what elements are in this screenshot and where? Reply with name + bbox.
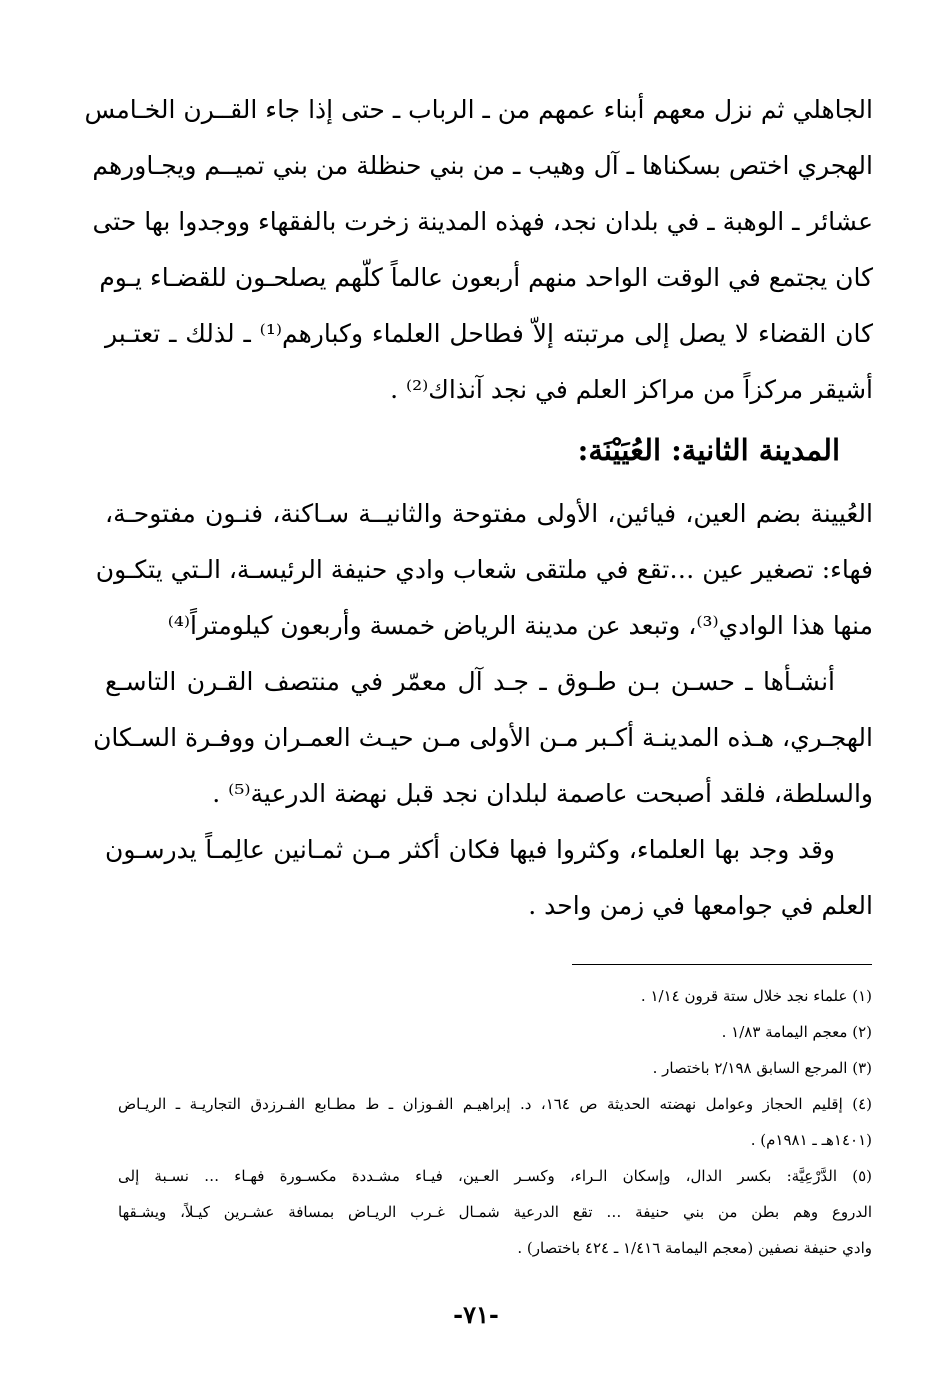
page-number: -٧١- bbox=[453, 1300, 499, 1329]
footnote-5-end: وادي حنيفة نصفين (معجم اليمامة ١/٤١٦ ـ ٤٢٤ باختصار) . bbox=[517, 1239, 872, 1257]
text-line: العُيينة بضم العين، فيائين، الأولى مفتوحة والثانيــة سـاكنة، فنـون مفتوحـة، bbox=[105, 499, 873, 528]
text-line: الهجري اختص بسكناها ـ آل وهيب ـ من بني حنظلة من بني تميــم ويجـاورهم bbox=[92, 151, 873, 180]
footnotes bbox=[118, 978, 872, 1266]
text-line: كان القضاء لا يصل إلى مرتبته إلاّ فطاحل العلماء وكبارهم⁽¹⁾ ـ لذلك ـ تعتـبر bbox=[105, 319, 873, 348]
footnote-5: (٥) الدَّرْعِيَّة: بكسر الدال، وإسكان الـراء، وكسـر العـين، فيـاء مشـددة مكسـورة فهـاء … نسـبة إلى bbox=[118, 1167, 872, 1185]
text-line: العلم في جوامعها في زمن واحد . bbox=[528, 891, 873, 920]
text-line: الهجـري، هـذه المدينـة أكـبر مـن الأولى مـن حيـث العمـران ووفـرة السـكان bbox=[93, 723, 873, 752]
text-line: الجاهلي ثم نزل معهم أبناء عمهم من ـ الرباب ـ حتى إذا جاء القــرن الخـامس bbox=[84, 95, 873, 124]
paragraph-2 bbox=[95, 486, 873, 654]
text-line: كان يجتمع في الوقت الواحد منهم أربعون عالماً كلّهم يصلحـون للقضـاء يـوم bbox=[99, 263, 873, 292]
text-line: منها هذا الوادي⁽³⁾، وتبعد عن مدينة الرياض خمسة وأربعون كيلومتراً⁽⁴⁾ bbox=[167, 611, 873, 640]
footnote-divider bbox=[572, 964, 872, 965]
text-line: فهاء: تصغير عين …تقع في ملتقى شعاب وادي حنيفة الرئيسـة، الـتي يتكـون bbox=[95, 555, 873, 584]
section-heading: المدينة الثانية: العُيَيْنَة: bbox=[577, 433, 840, 467]
footnote-3: (٣) المرجع السابق ٢/١٩٨ باختصار . bbox=[652, 1059, 872, 1077]
footnote-5-continued: الدروع وهم بطن من بني حنيفة … تقع الدرعية شمـال غـرب الريـاض بمسافة عشـرين كيـلاً، ويشـقها bbox=[118, 1203, 872, 1221]
footnote-2: (٢) معجم اليمامة ١/٨٣ . bbox=[721, 1023, 872, 1041]
text-line: أنشـأها ـ حسـن بـن طـوق ـ جـد آل معمّر في منتصف القـرن التاسـع bbox=[105, 667, 835, 696]
footnote-4: (٤) إقليم الحجاز وعوامل نهضته الحديثة ص ١٦٤، د. إبراهيـم الفـوزان ـ ط مطـابع الفـرزدق التجاريـة ـ الريـاض bbox=[118, 1095, 872, 1113]
text-line: عشائر ـ الوهبة ـ في بلدان نجد، فهذه المدينة زخرت بالفقهاء ووجدوا بها حتى bbox=[92, 207, 873, 236]
footnote-4-continued: (١٤٠١هـ ـ ١٩٨١م) . bbox=[750, 1131, 872, 1149]
text-line: وقد وجد بها العلماء، وكثروا فيها فكان أكثر مـن ثمـانين عالِمـاً يدرسـون bbox=[105, 835, 835, 864]
text-line: والسلطة، فلقد أصبحت عاصمة لبلدان نجد قبل نهضة الدرعية⁽⁵⁾ . bbox=[212, 779, 873, 808]
paragraph-4 bbox=[105, 822, 873, 934]
paragraph-3 bbox=[93, 654, 873, 822]
body-section-2 bbox=[93, 486, 873, 934]
paragraph-1 bbox=[84, 82, 873, 418]
footnote-1: (١) علماء نجد خلال ستة قرون ١/١٤ . bbox=[640, 987, 872, 1005]
text-line: أشيقر مركزاً من مراكز العلم في نجد آنذاك⁽²⁾ . bbox=[390, 375, 873, 404]
